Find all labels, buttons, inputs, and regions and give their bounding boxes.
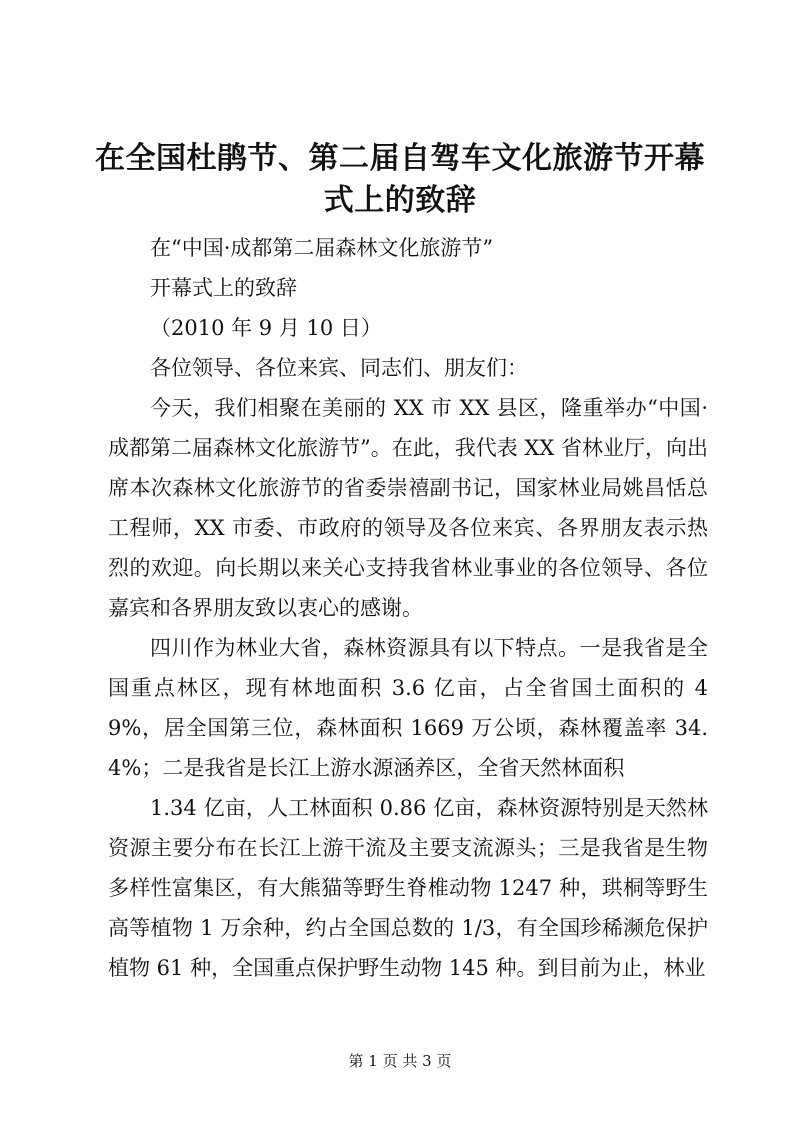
document-body [108, 228, 708, 988]
speech-date: （2010 年 9 月 10 日） [150, 316, 382, 340]
document-title [95, 138, 705, 222]
heading-line-event: 在“中国·成都第二届森林文化旅游节” [150, 236, 494, 260]
body-paragraph: 1.34 亿亩，人工林面积 0.86 亿亩，森林资源特别是天然林资源主要分布在长江上游干流及主要支流源头；三是我省是生物多样性富集区，有大熊猫等野生脊椎动物 1247 种，珙桐等野生高等植物 1 万余种，约占全国总数的 1/3，有全国珍稀濒危保护植物 61 种，全国重点保护野生动物 145 种。到目前为止，林业 [108, 796, 708, 980]
title-line-2: 式上的致辞 [323, 183, 477, 218]
body-paragraph: 今天，我们相聚在美丽的 XX 市 XX 县区，隆重举办“中国·成都第二届森林文化旅游节”。在此，我代表 XX 省林业厅，向出席本次森林文化旅游节的省委崇禧副书记，国家林业局姚昌恬总工程师，XX 市委、市政府的领导及各位来宾、各界朋友表示热烈的欢迎。向长期以来关心支持我省林业事业的各位领导、各位嘉宾和各界朋友致以衷心的感谢。 [108, 396, 708, 620]
salutation: 各位领导、各位来宾、同志们、朋友们： [150, 356, 528, 380]
title-line-1: 在全国杜鹃节、第二届自驾车文化旅游节开幕 [95, 141, 705, 176]
page-footer: 第 1 页 共 3 页 [348, 1052, 452, 1070]
body-paragraph: 四川作为林业大省，森林资源具有以下特点。一是我省是全国重点林区，现有林地面积 3.6 亿亩，占全省国土面积的 49%，居全国第三位，森林面积 1669 万公顷，森林覆盖率 34.4%；二是我省是长江上游水源涵养区，全省天然林面积 [108, 636, 708, 780]
heading-line-speech: 开幕式上的致辞 [150, 276, 297, 300]
